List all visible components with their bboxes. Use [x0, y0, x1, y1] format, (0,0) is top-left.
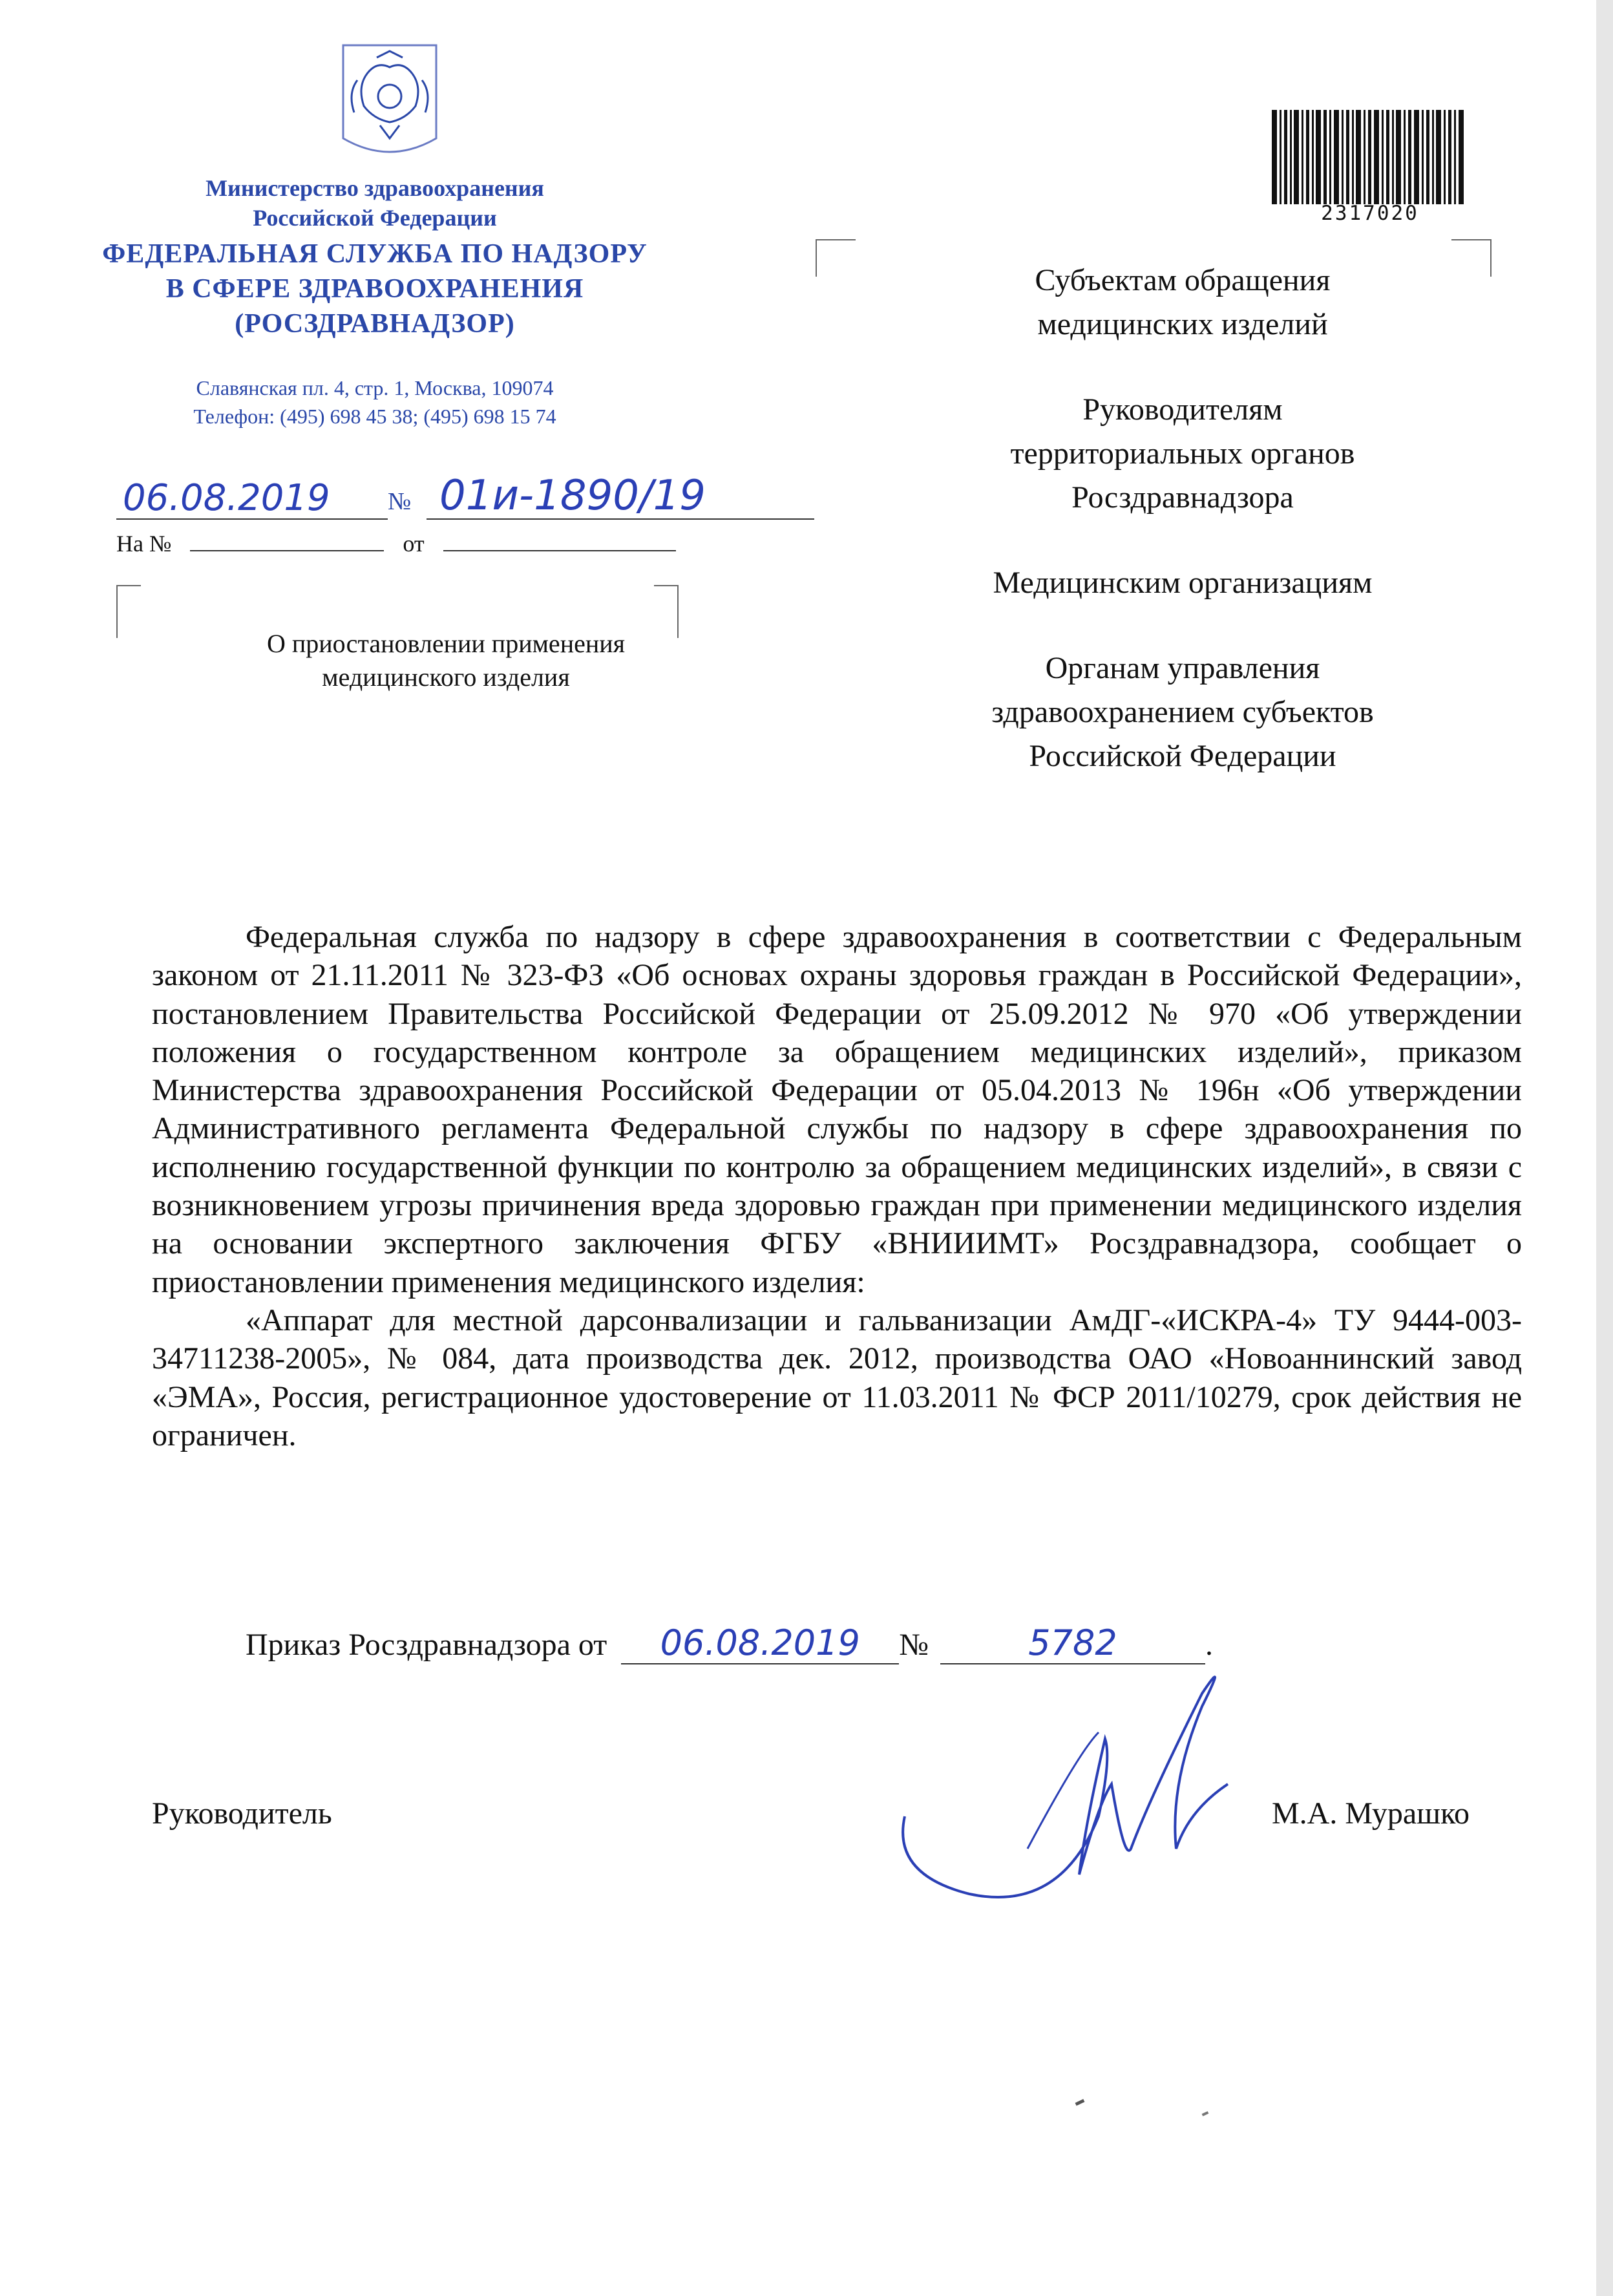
- barcode: [1272, 110, 1468, 204]
- ot-label: от: [403, 531, 425, 557]
- agency-name: [84, 237, 666, 341]
- agency-address: [116, 374, 633, 430]
- signature-icon: [866, 1655, 1280, 1926]
- number-sign: №: [388, 488, 412, 515]
- agency-line: (РОСЗДРАВНАДЗОР): [235, 309, 515, 339]
- subject-line: медицинского изделия: [322, 663, 570, 692]
- na-label: На №: [116, 531, 172, 557]
- reference-date-blank: [443, 550, 676, 551]
- order-reference: Приказ Росздравнадзора от 06.08.2019 № 5782 .: [246, 1622, 1214, 1663]
- addressees-block: [892, 259, 1473, 820]
- addressee: Медицинским организациям: [993, 566, 1373, 600]
- phone-line: Телефон: (495) 698 45 38; (495) 698 15 74: [193, 405, 556, 428]
- reference-number-blank: [190, 550, 384, 551]
- ministry-name: [116, 173, 633, 233]
- address-line: Славянская пл. 4, стр. 1, Москва, 109074: [196, 376, 554, 399]
- reference-field: [116, 530, 676, 557]
- ministry-line: Российской Федерации: [253, 205, 497, 231]
- signer-name: М.А. Мурашко: [1272, 1796, 1470, 1831]
- registration-date: 06.08.2019: [123, 477, 330, 519]
- subject-line: О приостановлении применения: [266, 629, 626, 658]
- agency-line: ФЕДЕРАЛЬНАЯ СЛУЖБА ПО НАДЗОРУ: [102, 239, 648, 269]
- letter-body: [152, 918, 1522, 1454]
- addressee: Субъектам обращения медицинских изделий: [1035, 263, 1331, 341]
- ministry-line: Министерство здравоохранения: [206, 175, 544, 201]
- barcode-number: 2317020: [1321, 202, 1419, 225]
- body-paragraph: «Аппарат для местной дарсонвализации и гальванизации АмДГ-«ИСКРА-4» ТУ 9444-003-34711238-2005», № 084, дата производства дек. 2012, производства ОАО «Новоаннинский завод «ЭМА», Россия, регистрационное удостоверение от 11.03.2011 № ФСР 2011/10279, срок действия не ограничен.: [152, 1302, 1522, 1452]
- order-number: 5782: [940, 1622, 1205, 1664]
- body-paragraph: Федеральная служба по надзору в сфере здравоохранения в соответствии с Федеральным законом от 21.11.2011 № 323-ФЗ «Об основах охраны здоровья граждан в Российской Федерации», постановлением Правительства Российской Федерации от 25.09.2012 № 970 «Об утверждении положения о государственном контроле за обращением медицинских изделий», приказом Министерства здравоохранения Российской Федерации от 05.04.2013 № 196н «Об утверждении Административного регламента Федеральной службы по надзору в сфере здравоохранения по исполнению государственной функции по контролю за обращением медицинских изделий», в связи с возникновением угрозы причинения вреда здоровью граждан при применении медицинского изделия на основании экспертного заключения ФГБУ «ВНИИИМТ» Росздравнадзора, сообщает о приостановлении применения медицинского изделия:: [152, 920, 1522, 1299]
- signer-role: Руководитель: [152, 1796, 332, 1831]
- letter-subject: [162, 627, 730, 694]
- registration-line: [116, 465, 834, 524]
- agency-line: В СФЕРЕ ЗДРАВООХРАНЕНИЯ: [165, 274, 584, 304]
- addressee: Органам управления здравоохранением субъектов Российской Федерации: [991, 651, 1374, 773]
- order-label: Приказ Росздравнадзора от: [246, 1628, 607, 1662]
- addressee: Руководителям территориальных органов Росздравнадзора: [1010, 392, 1355, 515]
- order-number-sign: №: [899, 1628, 929, 1662]
- coat-of-arms-icon: [338, 41, 441, 164]
- order-date: 06.08.2019: [621, 1622, 899, 1664]
- registration-number: 01и-1890/19: [439, 472, 706, 520]
